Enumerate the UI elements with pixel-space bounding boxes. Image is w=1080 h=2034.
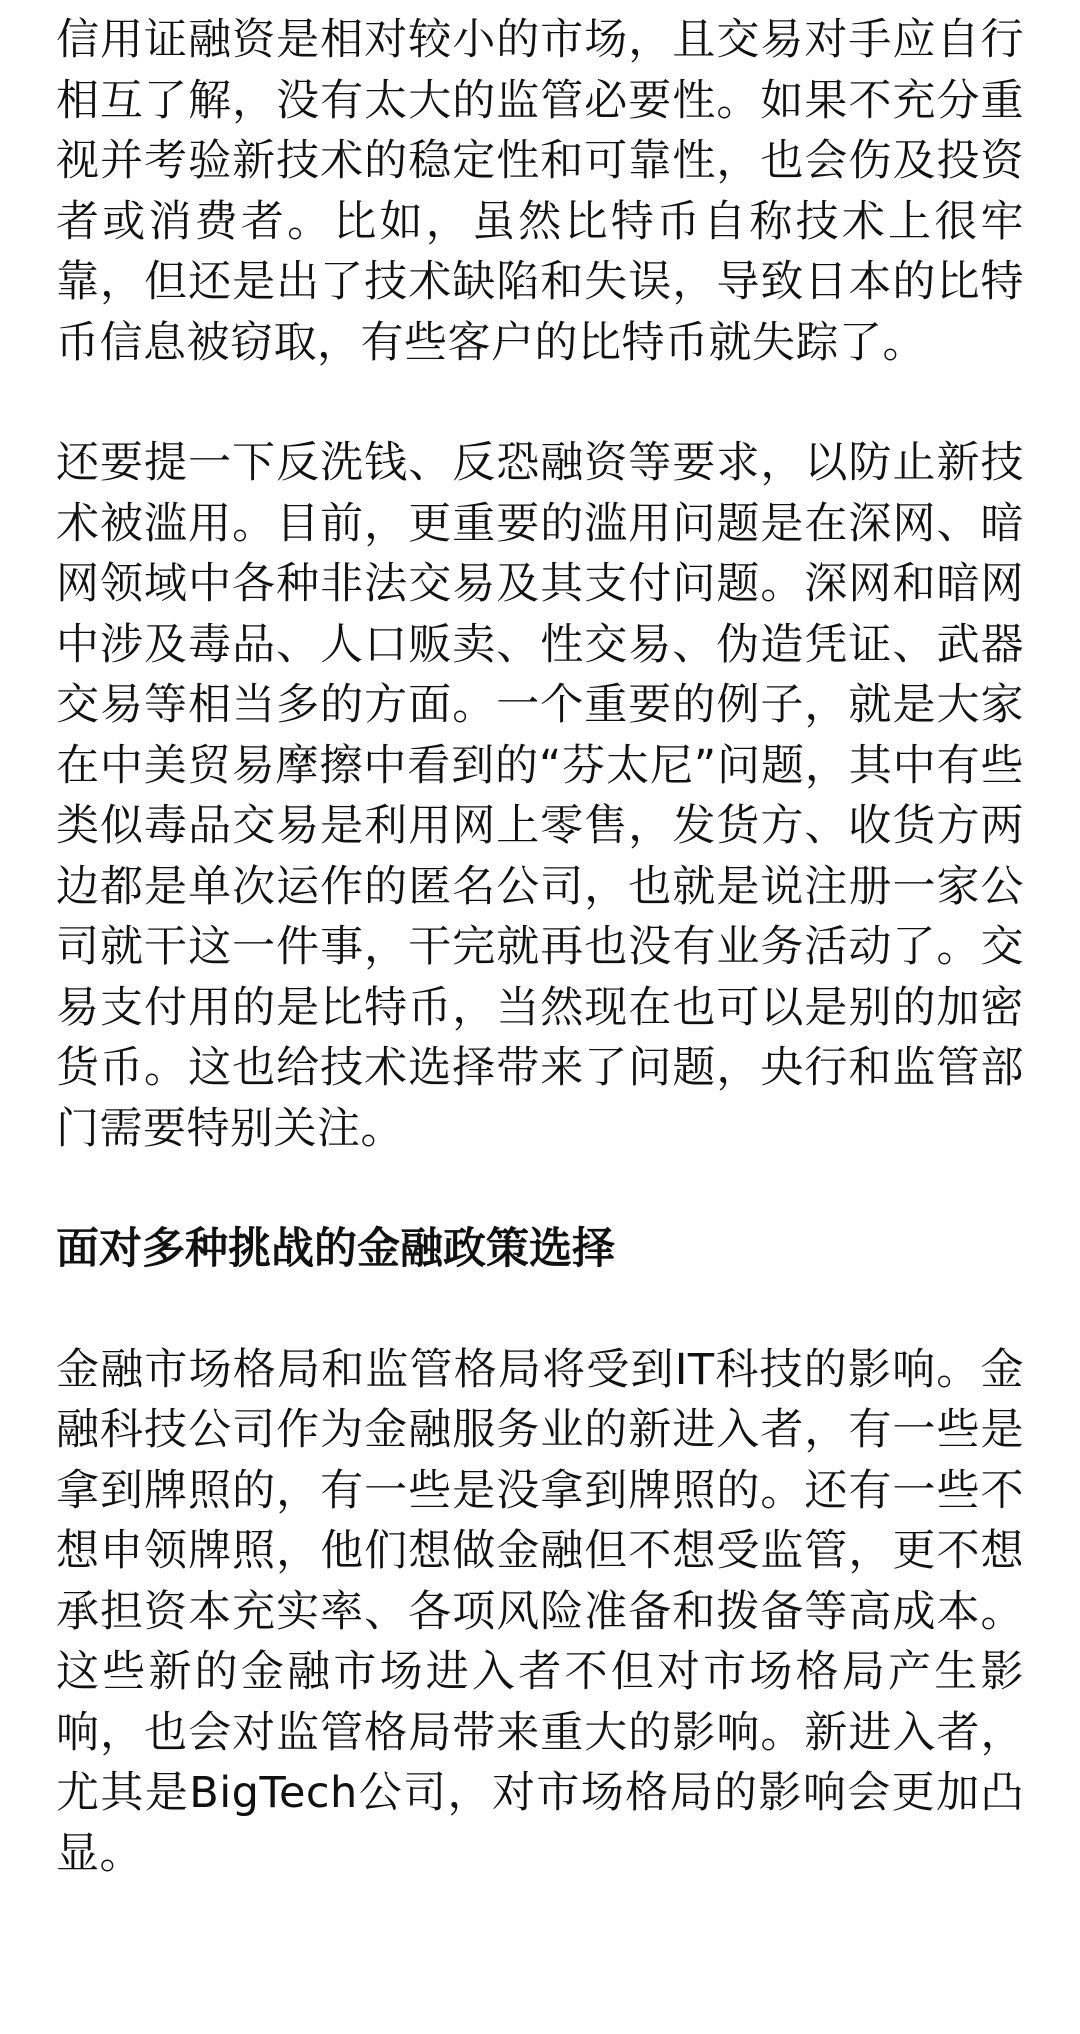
paragraph-market-structure: 金融市场格局和监管格局将受到IT科技的影响。金融科技公司作为金融服务业的新进入者，有一些是拿到牌照的，有一些是没拿到牌照的。还有一些不想申领牌照，他们想做金融但不想受监管，更不想承担资本充实率、各项风险准备和拨备等高成本。这些新的金融市场进入者不但对市场格局产生影响，也会对监管格局带来重大的影响。新进入者，尤其是BigTech公司，对市场格局的影响会更加凸显。: [56, 1344, 1024, 1879]
paragraph-spacer: [56, 1280, 1024, 1340]
paragraph-anti-money-laundering: 还要提一下反洗钱、反恐融资等要求，以防止新技术被滥用。目前，更重要的滥用问题是在深网、暗网领域中各种非法交易及其支付问题。深网和暗网中涉及毒品、人口贩卖、性交易、伪造凭证、武器交易等相当多的方面。一个重要的例子，就是大家在中美贸易摩擦中看到的“芬太尼”问题，其中有些类似毒品交易是利用网上零售，发货方、收货方两边都是单次运作的匿名公司，也就是说注册一家公司就干这一件事，干完就再也没有业务活动了。交易支付用的是比特币，当然现在也可以是别的加密货币。这也给技术选择带来了问题，央行和监管部门需要特别关注。: [56, 438, 1024, 1154]
article-body: [56, 10, 1024, 1884]
paragraph-spacer: [56, 1159, 1024, 1219]
paragraph-letter-of-credit: 信用证融资是相对较小的市场，且交易对手应自行相互了解，没有太大的监管必要性。如果不充分重视并考验新技术的稳定性和可靠性，也会伤及投资者或消费者。比如，虽然比特币自称技术上很牢靠，但还是出了技术缺陷和失误，导致日本的比特币信息被窃取，有些客户的比特币就失踪了。: [56, 15, 1024, 368]
section-heading: 面对多种挑战的金融政策选择: [56, 1224, 615, 1274]
paragraph-spacer: [56, 373, 1024, 433]
